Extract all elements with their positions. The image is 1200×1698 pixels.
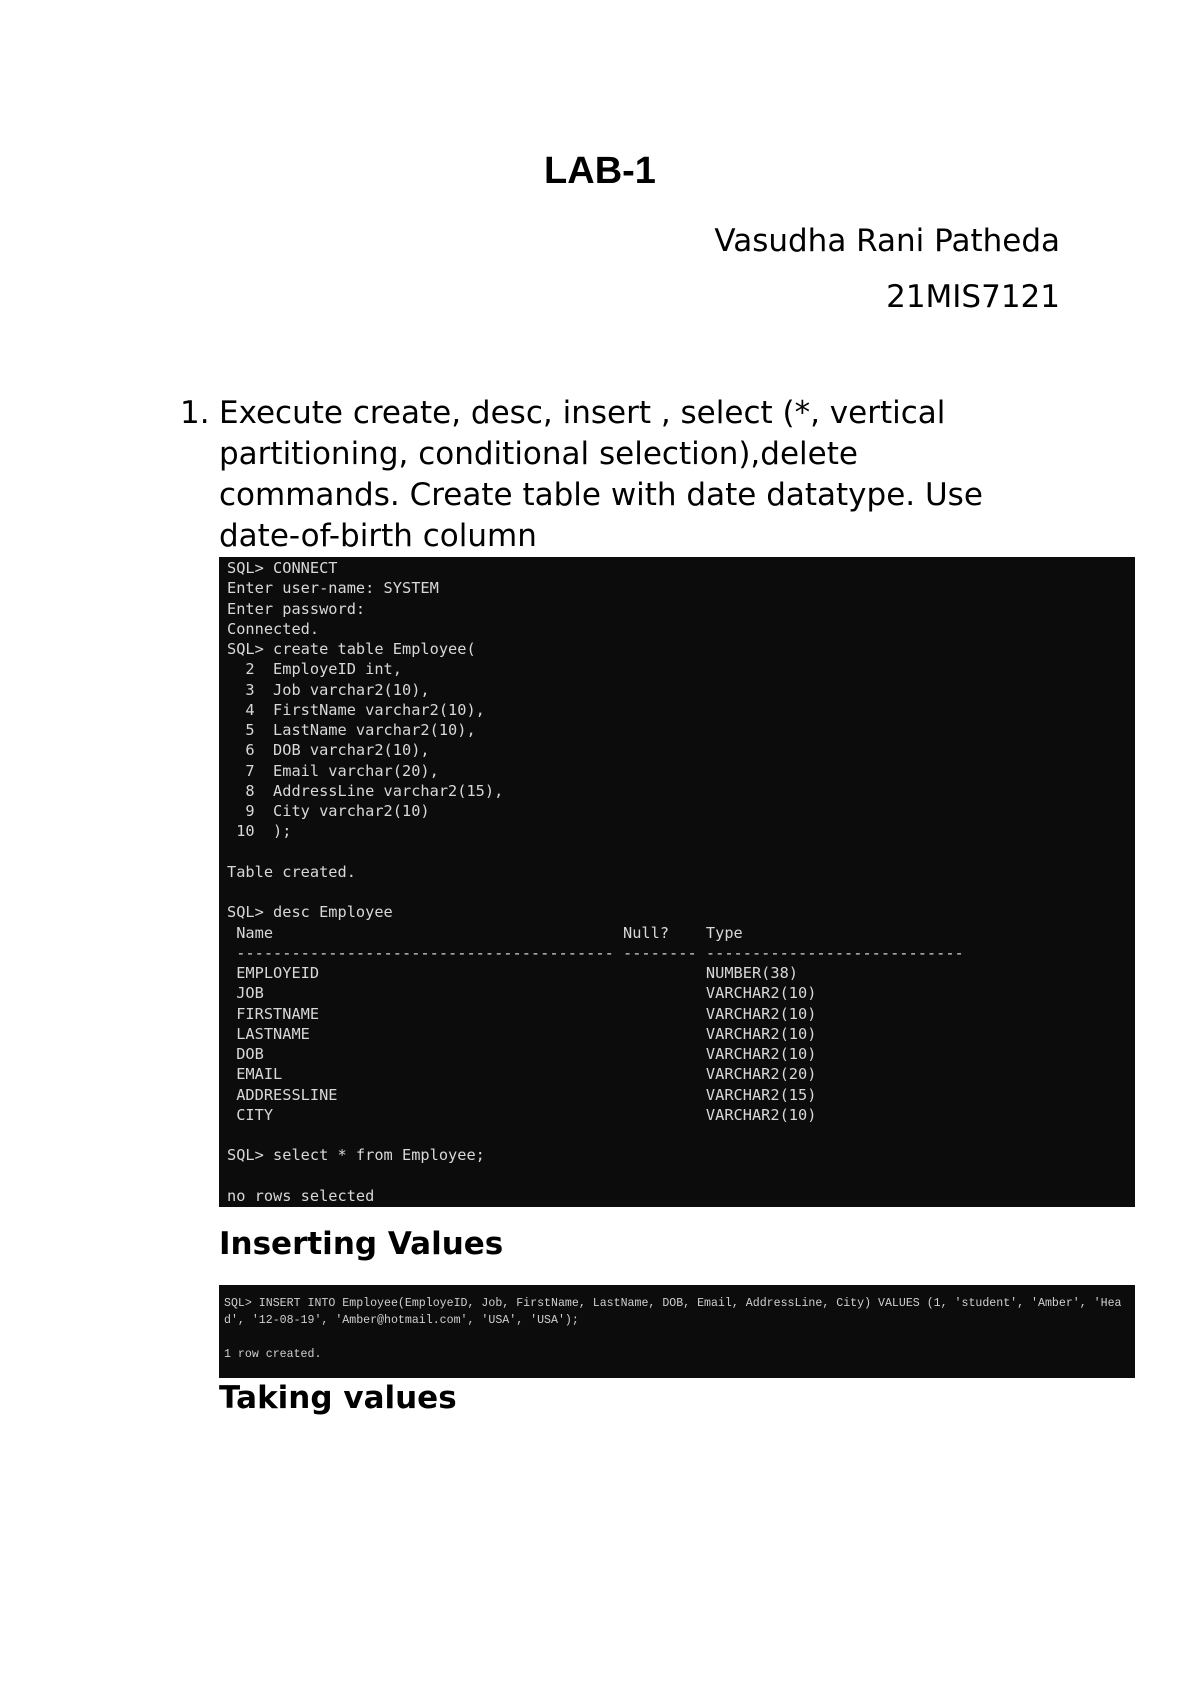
terminal-line: FIRSTNAME VARCHAR2(10) bbox=[227, 1004, 817, 1023]
terminal-line: LASTNAME VARCHAR2(10) bbox=[227, 1024, 817, 1043]
terminal-line: 2 EmployeID int, bbox=[227, 660, 402, 679]
terminal-line: DOB VARCHAR2(10) bbox=[227, 1045, 817, 1063]
sql-terminal-screenshot-insert bbox=[219, 1285, 1135, 1378]
terminal-line bbox=[227, 1125, 1127, 1145]
terminal-line: 9 City varchar2(10) bbox=[227, 802, 430, 820]
section-heading-inserting: Inserting Values bbox=[219, 1226, 504, 1262]
terminal-blank-line bbox=[224, 1329, 1130, 1346]
terminal-line: EMPLOYEID NUMBER(38) bbox=[227, 964, 798, 982]
terminal-line bbox=[227, 882, 1127, 902]
terminal-line: 3 Job varchar2(10), bbox=[227, 680, 430, 699]
terminal-line: 8 AddressLine varchar2(15), bbox=[227, 781, 504, 800]
author-name: Vasudha Rani Patheda bbox=[714, 223, 1060, 259]
insert-result-line: 1 row created. bbox=[224, 1348, 322, 1361]
terminal-line: 7 Email varchar(20), bbox=[227, 761, 439, 780]
terminal-line: JOB VARCHAR2(10) bbox=[227, 984, 817, 1003]
terminal-line: ADDRESSLINE VARCHAR2(15) bbox=[227, 1085, 817, 1104]
section-heading-taking: Taking values bbox=[219, 1380, 457, 1416]
terminal-line: ----------------------------------------- -------- ---------------------------- bbox=[227, 943, 964, 962]
terminal-line: SQL> desc Employee bbox=[227, 903, 393, 922]
terminal-line: Enter password: bbox=[227, 599, 366, 618]
registration-number: 21MIS7121 bbox=[886, 279, 1060, 315]
terminal-line: Enter user-name: SYSTEM bbox=[227, 579, 439, 598]
terminal-line: SQL> create table Employee( bbox=[227, 640, 476, 658]
question-text: Execute create, desc, insert , select (*, vertical partitioning, conditional selection),delete commands. Create table with date datatype. Use date-of-birth column bbox=[219, 395, 983, 554]
terminal-line: SQL> CONNECT bbox=[227, 559, 338, 577]
terminal-line: 6 DOB varchar2(10), bbox=[227, 741, 430, 760]
terminal-line: Table created. bbox=[227, 862, 356, 881]
terminal-line: no rows selected bbox=[227, 1186, 375, 1205]
terminal-line: 5 LastName varchar2(10), bbox=[227, 721, 476, 739]
terminal-line: Connected. bbox=[227, 619, 320, 638]
terminal-line bbox=[227, 842, 1127, 862]
terminal-line: 4 FirstName varchar2(10), bbox=[227, 700, 485, 719]
page-title: LAB-1 bbox=[544, 150, 656, 192]
question-number: 1. bbox=[180, 395, 210, 431]
terminal-line: 10 ); bbox=[227, 822, 292, 841]
terminal-line: Name Null? Type bbox=[227, 923, 743, 942]
insert-command-line: SQL> INSERT INTO Employee(EmployeID, Job, FirstName, LastName, DOB, Email, AddressLine, City) VALUES (1, 'student', 'Amber', 'Head', '12-08-19', 'Amber@hotmail.com', 'USA', 'USA'); bbox=[224, 1297, 1122, 1327]
terminal-line: EMAIL VARCHAR2(20) bbox=[227, 1065, 817, 1084]
question-item bbox=[180, 393, 1040, 557]
sql-terminal-screenshot-create bbox=[219, 557, 1135, 1207]
terminal-line bbox=[227, 1166, 1127, 1186]
terminal-line: CITY VARCHAR2(10) bbox=[227, 1105, 817, 1124]
terminal-line: SQL> select * from Employee; bbox=[227, 1146, 485, 1165]
